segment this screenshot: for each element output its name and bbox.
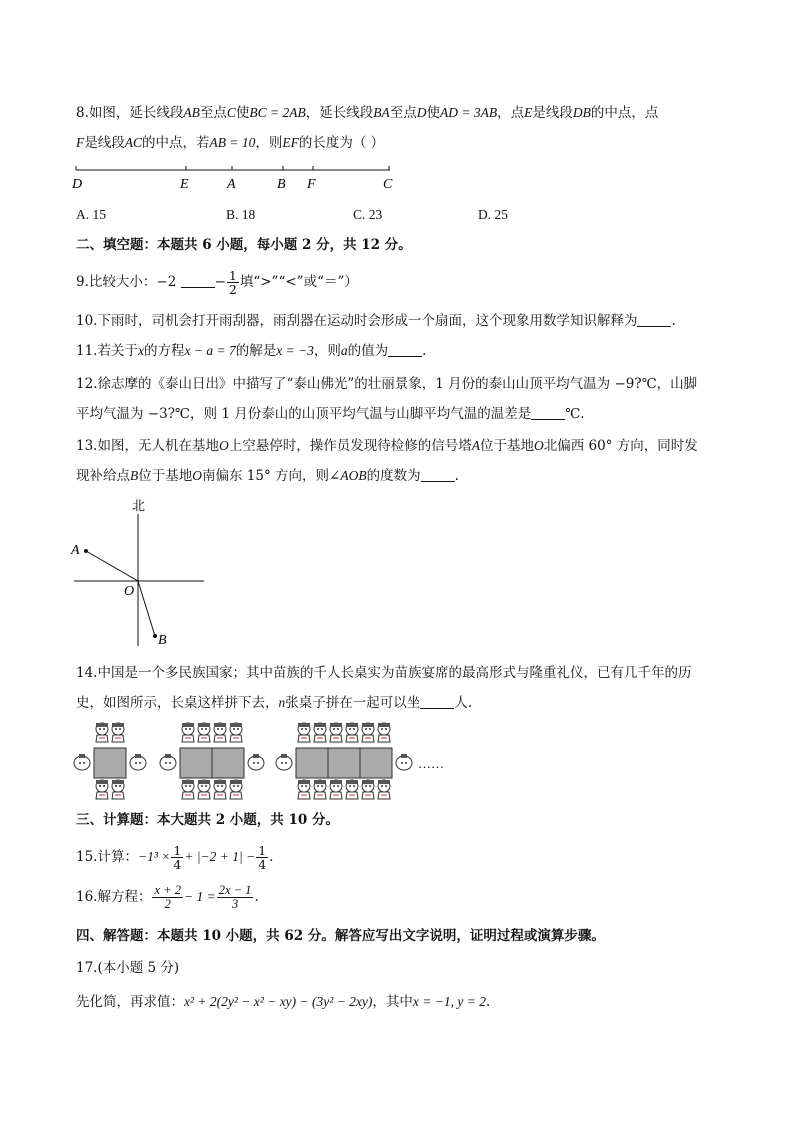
q8-line2: F是线段AC的中点，若AB = 10，则EF的长度为（ ）	[76, 135, 385, 151]
table-arrangement-3	[276, 723, 412, 799]
q12-line2: 平均气温为 −3?℃，则 1 月份泰山的山顶平均气温与山脚平均气温的温差是 ℃.	[76, 406, 585, 422]
q15-fraction-2: $\frac{1}{4}$	[258, 843, 267, 872]
q8-line1: 8.如图，延长线段AB至点C使BC = 2AB，延长线段BA至点D使AD = 3AB，点E是线段DB的中点，点	[76, 105, 659, 121]
q9-line: 9.比较大小：−2 − $\frac{1}{2}$ 填“>”“<”或“＝”）	[76, 268, 358, 297]
q14-line2: 史，如图所示，长桌这样拼下去，n张桌子拼在一起可以坐 人.	[76, 695, 473, 711]
q14-long-table-figure	[70, 718, 460, 804]
q17-line: 先化简，再求值：x² + 2(2y² − x² − xy) − (3y² − 2xy)，其中x = −1, y = 2.	[76, 994, 491, 1010]
q13-direction-figure	[66, 496, 216, 651]
q9-blank[interactable]	[181, 273, 215, 288]
q10-blank[interactable]	[637, 312, 671, 327]
point-label: D	[72, 177, 83, 192]
q9-fraction: $\frac{1}{2}$	[228, 268, 237, 297]
q10-line: 10.下雨时，司机会打开雨刮器，雨刮器在运动时会形成一个扇面，这个现象用数学知识解释为 .	[76, 313, 676, 329]
table-arrangement-2	[160, 723, 264, 799]
section-4-heading: 四、解答题：本题共 10 小题，共 62 分。解答应写出文字说明，证明过程或演算步骤。	[76, 928, 605, 944]
q14-blank[interactable]	[420, 694, 454, 709]
point-label: F	[307, 177, 316, 192]
q11-blank[interactable]	[388, 342, 422, 357]
q16-fraction-2: $\frac{2x - 1}{3}$	[218, 883, 252, 911]
point-label: A	[227, 177, 236, 192]
q14-ellipsis: ……	[418, 756, 444, 771]
point-a-label: A	[71, 543, 80, 558]
q15-fraction-1: $\frac{1}{4}$	[173, 843, 182, 872]
q8-option-b[interactable]: B. 18	[226, 207, 256, 222]
point-o-label: O	[124, 584, 135, 599]
q13-blank[interactable]	[421, 467, 455, 482]
section-3-heading: 三、计算题：本大题共 2 小题，共 10 分。	[76, 812, 339, 828]
q8-option-a[interactable]: A. 15	[76, 207, 106, 222]
q16-fraction-1: $\frac{x + 2}{2}$	[154, 883, 181, 911]
point-label: C	[383, 177, 393, 192]
point-label: E	[180, 177, 189, 192]
section-2-heading: 二、填空题：本题共 6 小题，每小题 2 分，共 12 分。	[76, 237, 412, 253]
point-b-label: B	[158, 633, 167, 648]
q13-line1: 13.如图，无人机在基地O上空悬停时，操作员发现待检修的信号塔A位于基地O北偏西 60° 方向，同时发	[76, 438, 698, 454]
north-label: 北	[132, 498, 146, 513]
q8-option-c[interactable]: C. 23	[353, 207, 383, 222]
q12-blank[interactable]	[531, 405, 565, 420]
q12-line1: 12.徐志摩的《泰山日出》中描写了“泰山佛光”的壮丽景象，1 月份的泰山山顶平均气温为 −9?℃，山脚	[76, 376, 698, 392]
point-label: B	[277, 177, 286, 192]
q17-title: 17.(本小题 5 分)	[76, 960, 180, 976]
q11-line: 11.若关于x的方程x − a = 7的解是x = −3，则a的值为 .	[76, 343, 427, 359]
table-arrangement-1	[74, 723, 146, 799]
q8-option-d[interactable]: D. 25	[478, 207, 508, 222]
q13-line2: 现补给点B位于基地O南偏东 15° 方向，则∠AOB的度数为 .	[76, 468, 459, 484]
q15-line: 15.计算：−1³ × $\frac{1}{4}$ + |−2 + 1| − $\frac{1}{4}$ .	[76, 843, 274, 872]
q14-line1: 14.中国是一个多民族国家；其中苗族的千人长桌实为苗族宴席的最高形式与隆重礼仪，已有几千年的历	[76, 665, 692, 681]
q8-segment-figure	[70, 160, 410, 194]
q16-line: 16.解方程： $\frac{x + 2}{2}$ − 1 = $\frac{2x - 1}{3}$ .	[76, 883, 259, 911]
